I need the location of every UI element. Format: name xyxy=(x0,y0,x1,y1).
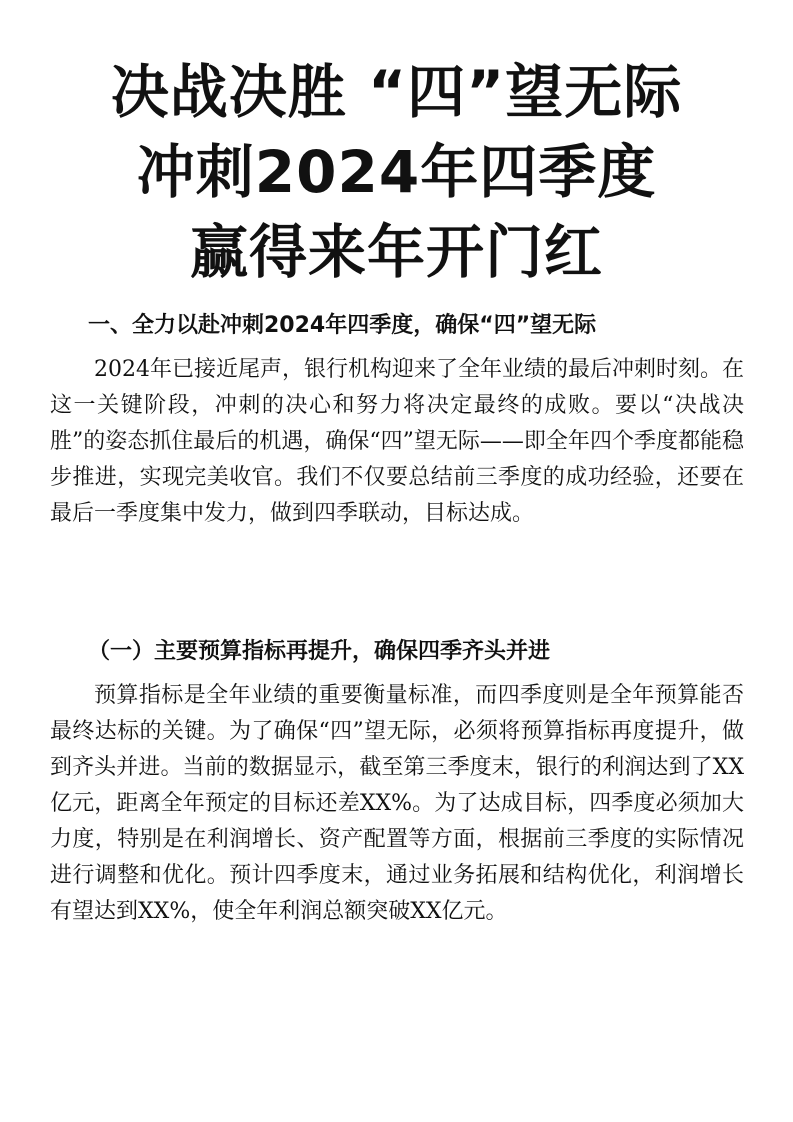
subsection-heading-1: （一）主要预算指标再提升，确保四季齐头并进 xyxy=(88,639,551,664)
section-paragraph-1: 2024年已接近尾声，银行机构迎来了全年业绩的最后冲刺时刻。在这一关键阶段，冲刺的决心和努力将决定最终的成败。要以“决战决胜”的姿态抓住最后的机遇，确保“四”望无际——即全年四个季度都能稳步推进，实现完美收官。我们不仅要总结前三季度的成功经验，还要在最后一季度集中发力，做到四季联动，目标达成。 xyxy=(50,357,744,526)
title-line-1: 决战决胜 “四”望无际 xyxy=(110,58,683,126)
title-line-2: 冲刺2024年四季度 xyxy=(136,138,657,206)
subsection-paragraph-1: 预算指标是全年业绩的重要衡量标准，而四季度则是全年预算能否最终达标的关键。为了确保“四”望无际，必须将预算指标再度提升，做到齐头并进。当前的数据显示，截至第三季度末，银行的利润达到了XX亿元，距离全年预定的目标还差XX%。为了达成目标，四季度必须加大力度，特别是在利润增长、资产配置等方面，根据前三季度的实际情况进行调整和优化。预计四季度末，通过业务拓展和结构优化，利润增长有望达到XX%，使全年利润总额突破XX亿元。 xyxy=(50,683,744,924)
section-heading-1: 一、全力以赴冲刺2024年四季度，确保“四”望无际 xyxy=(88,313,597,338)
title-line-3: 赢得来年开门红 xyxy=(189,218,603,286)
document-title xyxy=(0,52,793,292)
